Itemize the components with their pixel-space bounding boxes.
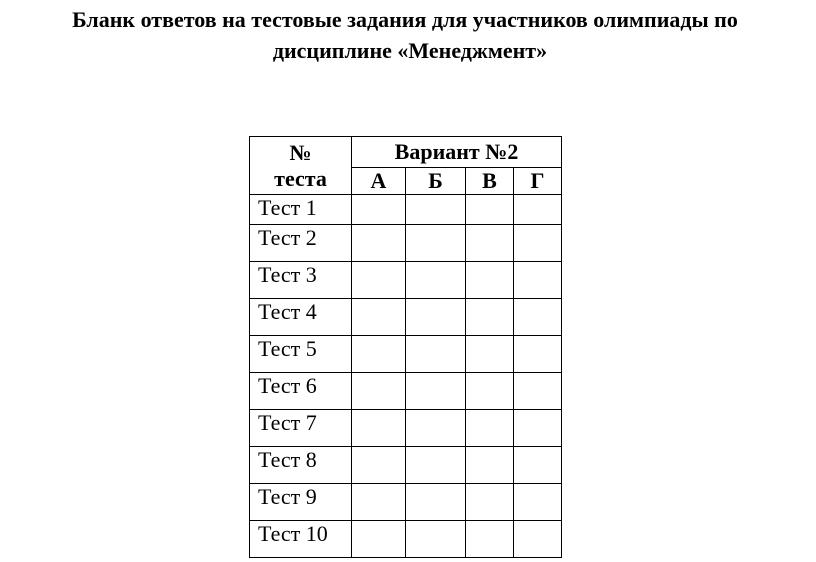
answer-cell-a[interactable] <box>352 336 406 373</box>
answer-cell-a[interactable] <box>352 299 406 336</box>
answer-cell-b[interactable] <box>406 447 466 484</box>
answer-cell-g[interactable] <box>514 447 562 484</box>
header-test-number <box>250 137 352 195</box>
document-title <box>0 4 816 66</box>
answer-cell-b[interactable] <box>406 410 466 447</box>
answer-cell-a[interactable] <box>352 195 406 225</box>
table-row <box>250 484 562 521</box>
answer-cell-g[interactable] <box>514 410 562 447</box>
row-label: Тест 2 <box>250 225 352 262</box>
header-variant: Вариант №2 <box>352 137 562 168</box>
answer-cell-v[interactable] <box>466 336 514 373</box>
table-row <box>250 373 562 410</box>
answer-cell-a[interactable] <box>352 410 406 447</box>
table-row <box>250 195 562 225</box>
answer-cell-b[interactable] <box>406 262 466 299</box>
answer-cell-a[interactable] <box>352 262 406 299</box>
header-option-g: Г <box>514 168 562 195</box>
answer-cell-a[interactable] <box>352 225 406 262</box>
answer-cell-b[interactable] <box>406 195 466 225</box>
row-label: Тест 3 <box>250 262 352 299</box>
answer-cell-a[interactable] <box>352 484 406 521</box>
answer-cell-b[interactable] <box>406 521 466 558</box>
answer-cell-b[interactable] <box>406 225 466 262</box>
row-label: Тест 5 <box>250 336 352 373</box>
table-row <box>250 410 562 447</box>
answer-sheet-table <box>249 136 562 558</box>
answer-cell-g[interactable] <box>514 262 562 299</box>
answer-cell-v[interactable] <box>466 521 514 558</box>
answer-cell-a[interactable] <box>352 447 406 484</box>
header-test-number-line-1: № <box>289 139 312 165</box>
table-row <box>250 262 562 299</box>
table-row <box>250 521 562 558</box>
header-option-b: Б <box>406 168 466 195</box>
table-row <box>250 299 562 336</box>
table-row <box>250 336 562 373</box>
answer-cell-v[interactable] <box>466 410 514 447</box>
answer-cell-v[interactable] <box>466 447 514 484</box>
header-test-number-line-2: теста <box>274 165 327 191</box>
row-label: Тест 4 <box>250 299 352 336</box>
answer-cell-v[interactable] <box>466 373 514 410</box>
answer-cell-b[interactable] <box>406 299 466 336</box>
answer-cell-g[interactable] <box>514 484 562 521</box>
row-label: Тест 9 <box>250 484 352 521</box>
answer-cell-v[interactable] <box>466 225 514 262</box>
row-label: Тест 6 <box>250 373 352 410</box>
answer-cell-v[interactable] <box>466 484 514 521</box>
answer-cell-g[interactable] <box>514 195 562 225</box>
answer-cell-v[interactable] <box>466 195 514 225</box>
answer-cell-g[interactable] <box>514 336 562 373</box>
header-option-a: А <box>352 168 406 195</box>
table-row <box>250 225 562 262</box>
answer-cell-v[interactable] <box>466 262 514 299</box>
document-title-line-1: Бланк ответов на тестовые задания для участников олимпиады по <box>72 7 738 32</box>
answer-cell-g[interactable] <box>514 225 562 262</box>
row-label: Тест 8 <box>250 447 352 484</box>
header-option-v: В <box>466 168 514 195</box>
answer-cell-g[interactable] <box>514 521 562 558</box>
answer-cell-a[interactable] <box>352 521 406 558</box>
row-label: Тест 1 <box>250 195 352 225</box>
row-label: Тест 10 <box>250 521 352 558</box>
answer-cell-g[interactable] <box>514 373 562 410</box>
answer-cell-v[interactable] <box>466 299 514 336</box>
row-label: Тест 7 <box>250 410 352 447</box>
answer-cell-b[interactable] <box>406 373 466 410</box>
table-row <box>250 447 562 484</box>
answer-cell-b[interactable] <box>406 484 466 521</box>
answer-cell-g[interactable] <box>514 299 562 336</box>
answer-cell-b[interactable] <box>406 336 466 373</box>
answer-cell-a[interactable] <box>352 373 406 410</box>
document-title-line-2: дисциплине «Менеджмент» <box>272 38 548 63</box>
